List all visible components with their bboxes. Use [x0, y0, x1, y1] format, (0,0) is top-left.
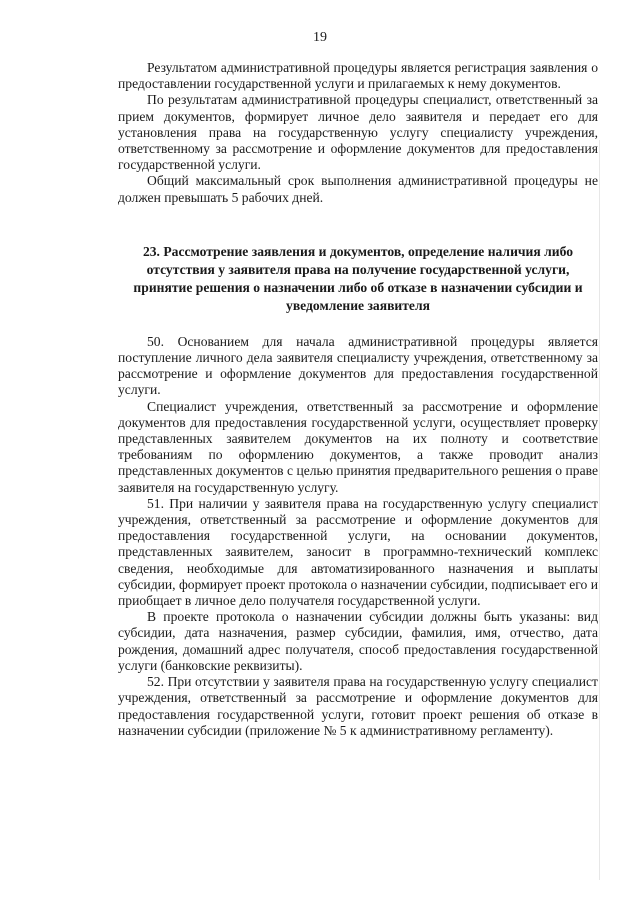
paragraph-52: 52. При отсутствии у заявителя права на государственную услугу специалист учреждения, ответственный за рассмотрение и оформление документов для предоставления государственной услуги, готовит проект решения об отказе в назначении субсидии (приложение № 5 к административному регламенту). [118, 674, 598, 738]
paragraph-50-specialist: Специалист учреждения, ответственный за рассмотрение и оформление документов для предоставления государственной услуги, осуществляет проверку представленных заявителем документов на их полноту и соответствие требованиям по оформлению документов, а также проводит анализ представленных документов с целью принятия предварительного решения о праве заявителя на государственную услугу. [118, 398, 598, 495]
intro-paragraph-2: По результатам административной процедуры специалист, ответственный за прием документов, формирует личное дело заявителя и передает его для установления права на государственную услугу специалисту учреждения, ответственному за рассмотрение и оформление документов для предоставления государственной услуги. [118, 92, 598, 173]
intro-paragraph-1: Результатом административной процедуры является регистрация заявления о предоставлении государственной услуги и прилагаемых к нему документов. [118, 60, 598, 92]
section-title: 23. Рассмотрение заявления и документов, определение наличия либо отсутствия у заявителя права на получение государственной услуги, принятие решения о назначении либо об отказе в назначении субсидии и уведомление заявителя [133, 243, 583, 313]
paragraph-51-protocol: В проекте протокола о назначении субсидии должны быть указаны: вид субсидии, дата назначения, размер субсидии, фамилия, имя, отчество, дата рождения, домашний адрес получателя, способ предоставления государственной услуги (банковские реквизиты). [118, 609, 598, 673]
paragraph-51: 51. При наличии у заявителя права на государственную услугу специалист учреждения, ответственный за рассмотрение и оформление документов для предоставления государственной услуги, на основании документов, представленных заявителем, заносит в программно-технический комплекс сведения, необходимые для автоматизированного назначения и выплаты субсидии, формирует проект протокола о назначении субсидии, подписывает его и приобщает в личное дело получателя государственной услуги. [118, 495, 598, 609]
document-body [118, 60, 598, 739]
paragraph-50: 50. Основанием для начала административной процедуры является поступление личного дела заявителя специалисту учреждения, ответственному за рассмотрение и оформление документов для предоставления государственной услуги. [118, 333, 598, 398]
page-number: 19 [313, 30, 327, 45]
intro-paragraph-3: Общий максимальный срок выполнения административной процедуры не должен превышать 5 рабочих дней. [118, 173, 598, 205]
scan-edge-line [599, 140, 600, 880]
